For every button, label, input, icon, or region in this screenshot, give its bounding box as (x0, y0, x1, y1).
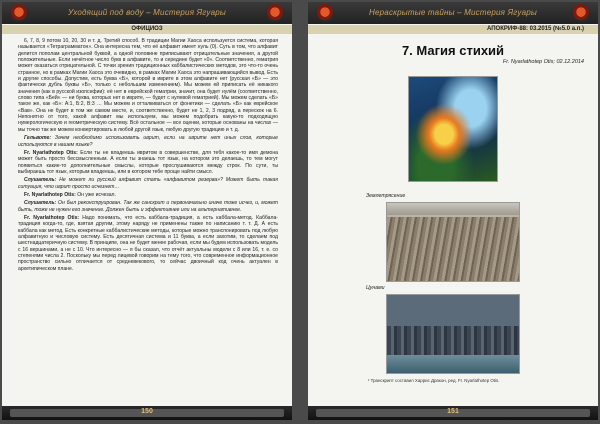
paragraph (18, 38, 278, 133)
paragraph-text: Он был реконструирован. Так же санскрит и первоначально иначе тоже исчез, и, может быть, тоже не нужен его значение. Должен быть и эффективнее или на альтернативнее. (18, 200, 279, 213)
right-header-title: Нераскрытые тайны – Мистерия Ягуары (369, 8, 537, 17)
speaker-label: Слушатель: (24, 200, 59, 207)
paragraph (18, 215, 278, 272)
right-logo-right-icon (572, 4, 590, 22)
speaker-label: Гельвоте: (24, 135, 55, 142)
right-issue-label: АПОКРИФ-88: 03.2015 (№5.0 а.п.) (308, 25, 598, 34)
left-header-bar (2, 2, 292, 24)
left-logo-right-icon (266, 4, 284, 22)
chapter-title: 7. Магия стихий (401, 43, 505, 58)
right-footer (308, 406, 598, 420)
earthquake-image (386, 202, 520, 282)
tsunami-caption: Цунами (366, 285, 385, 291)
left-footer (2, 406, 292, 420)
elements-illustration-image (408, 76, 498, 182)
paragraph-text: Он уже исчезал. (77, 191, 116, 198)
paragraph-text: Надо понимать, что есть каббала-традиция, а есть каббала-метод. Каббала-традиция когда-то, где, взятая другим, этому наряду не применены также по написанию т. т. Д. А есть каббала как метод. Есть конкретные каббалистические методы, которые можно транспонировать под любую алфавитную и числовую систему. Есть десятичная система и 11 буква, а если захотим, то сделаем под шестнадцатеричную систему. В принципе, она не будет менее рабочая, если мы будем использовать модель с 16 вершинами, а не с 10. Что интересно — я бы сказал, что отчёт актуальны модели с 8 или 16, т. е. со степенями числа 2. Поскольку мы перед лицевой говорим на тему того, что современное информационное пространство сильно отличается от средневекового, то сейчас двоичный код очень актуален в архетипическом плане. (18, 214, 278, 272)
right-header-bar (308, 2, 598, 24)
left-page (2, 2, 292, 420)
paragraph-text: Зачем необходимо использовать иврит, если на иврите нет иных слов, которые используются в нашем языке? (18, 135, 278, 148)
right-page (308, 2, 598, 420)
paragraph-text: Не может ли русский алфавит стать «алфавитом резерва»? Может быть такая ситуация, что иврит просто исчезнет… (18, 177, 278, 190)
paragraph-text: 6, 7, 8, 9 потом 10, 20, 30 и т. д. Третий способ. В традиции Магии Хаоса используется система, которая называется «Тетраграмматон». Она интересна тем, что её алфавит имеет нуль (0). Суть в том, что алфавит делится пополам центральной буквой, а одной половине приписывают отрицательные значения, а другой положительные. Если нечётное число букв в алфавите, то и середине будет «0». Соответственно, гематрия может оказаться отрицательной. С точки зрения традиционных каббалистических методов, это что-то очень странное, но в рамках Магии Хаоса это очевидно, в рамках Магии Хаоса это напрашивающийся вывод. Есть и другие способы. Допустим, есть буква «Б», которой в иврите в этом алфавите нет (русская «Б» — это фактически дубль буквы «Б», только с небольшим изменением). Мы можем ей приписать её никакого значения (как в русской изопсефии): её нет в еврейской гематрии, значит, она будет нулём (соответственно, слово типа «Бей» — ни буква, которых нет в иврите, — будет с нулевой гематрией). Мы можем сделать «Б» такое же, как «Б»: А:1, Б:2, В:3 … Мы можем и отталкиваться от фонетики — сделать «Б» как еврейское «Вав». Она не будет в том же самом месте, и, соответственно, будет не 1, 2, 3 подряд, а перескок на 6. Непонятно от того, какой алфавит мы используем, мы можем подобрать какую-то подходящую нумерологическую и геометрическую систему. Всё остальное — все оценки, которые основаны на числах — мы точно так же можем конвертировать в любой другой язык, любую другую традицию и т. д. (18, 38, 278, 133)
right-logo-icon (316, 4, 334, 22)
left-header-title: Уходящий под воду – Мистерия Ягуары (68, 8, 226, 17)
paragraph-text: Если ты не владеешь ивритом в совершенстве, для тебя какое-то имя демона может быть просто бессмысленным. А если ты знаешь тот язык, на котором это делаешь, то тем могут появиться какие-то дополнительные смыслы, которые прослушиваются между строк. По сути, ты выбираешь тот язык, которым владеешь, или в котором тебе проще найти смысл. (18, 149, 278, 175)
left-text-column (18, 38, 278, 274)
left-logo-icon (10, 4, 28, 22)
speaker-label: Fr. Nyarlathotep Otis: (24, 191, 78, 198)
footnote: ¹ Транскрипт составил Харрис Дракон, ред. Fr. Nyarlathotep Otis. (368, 378, 500, 383)
left-section-label: ОФИЦИОЗ (2, 25, 292, 34)
right-page-number: 151 (447, 408, 459, 415)
speaker-label: Fr. Nyarlathotep Otis: (24, 214, 83, 221)
author-line: Fr. Nyarlathotep Otis; 02.12.2014 (502, 59, 584, 65)
tsunami-image (386, 294, 520, 374)
speaker-label: Слушатель: (24, 177, 60, 184)
paragraph (18, 200, 278, 213)
earthquake-caption: Землетрясение (366, 193, 406, 199)
paragraph (18, 150, 278, 175)
speaker-label: Fr. Nyarlathotep Otis: (24, 149, 81, 156)
paragraph (18, 135, 278, 148)
paragraph (18, 177, 278, 190)
paragraph (18, 192, 278, 198)
left-page-number: 150 (141, 408, 153, 415)
